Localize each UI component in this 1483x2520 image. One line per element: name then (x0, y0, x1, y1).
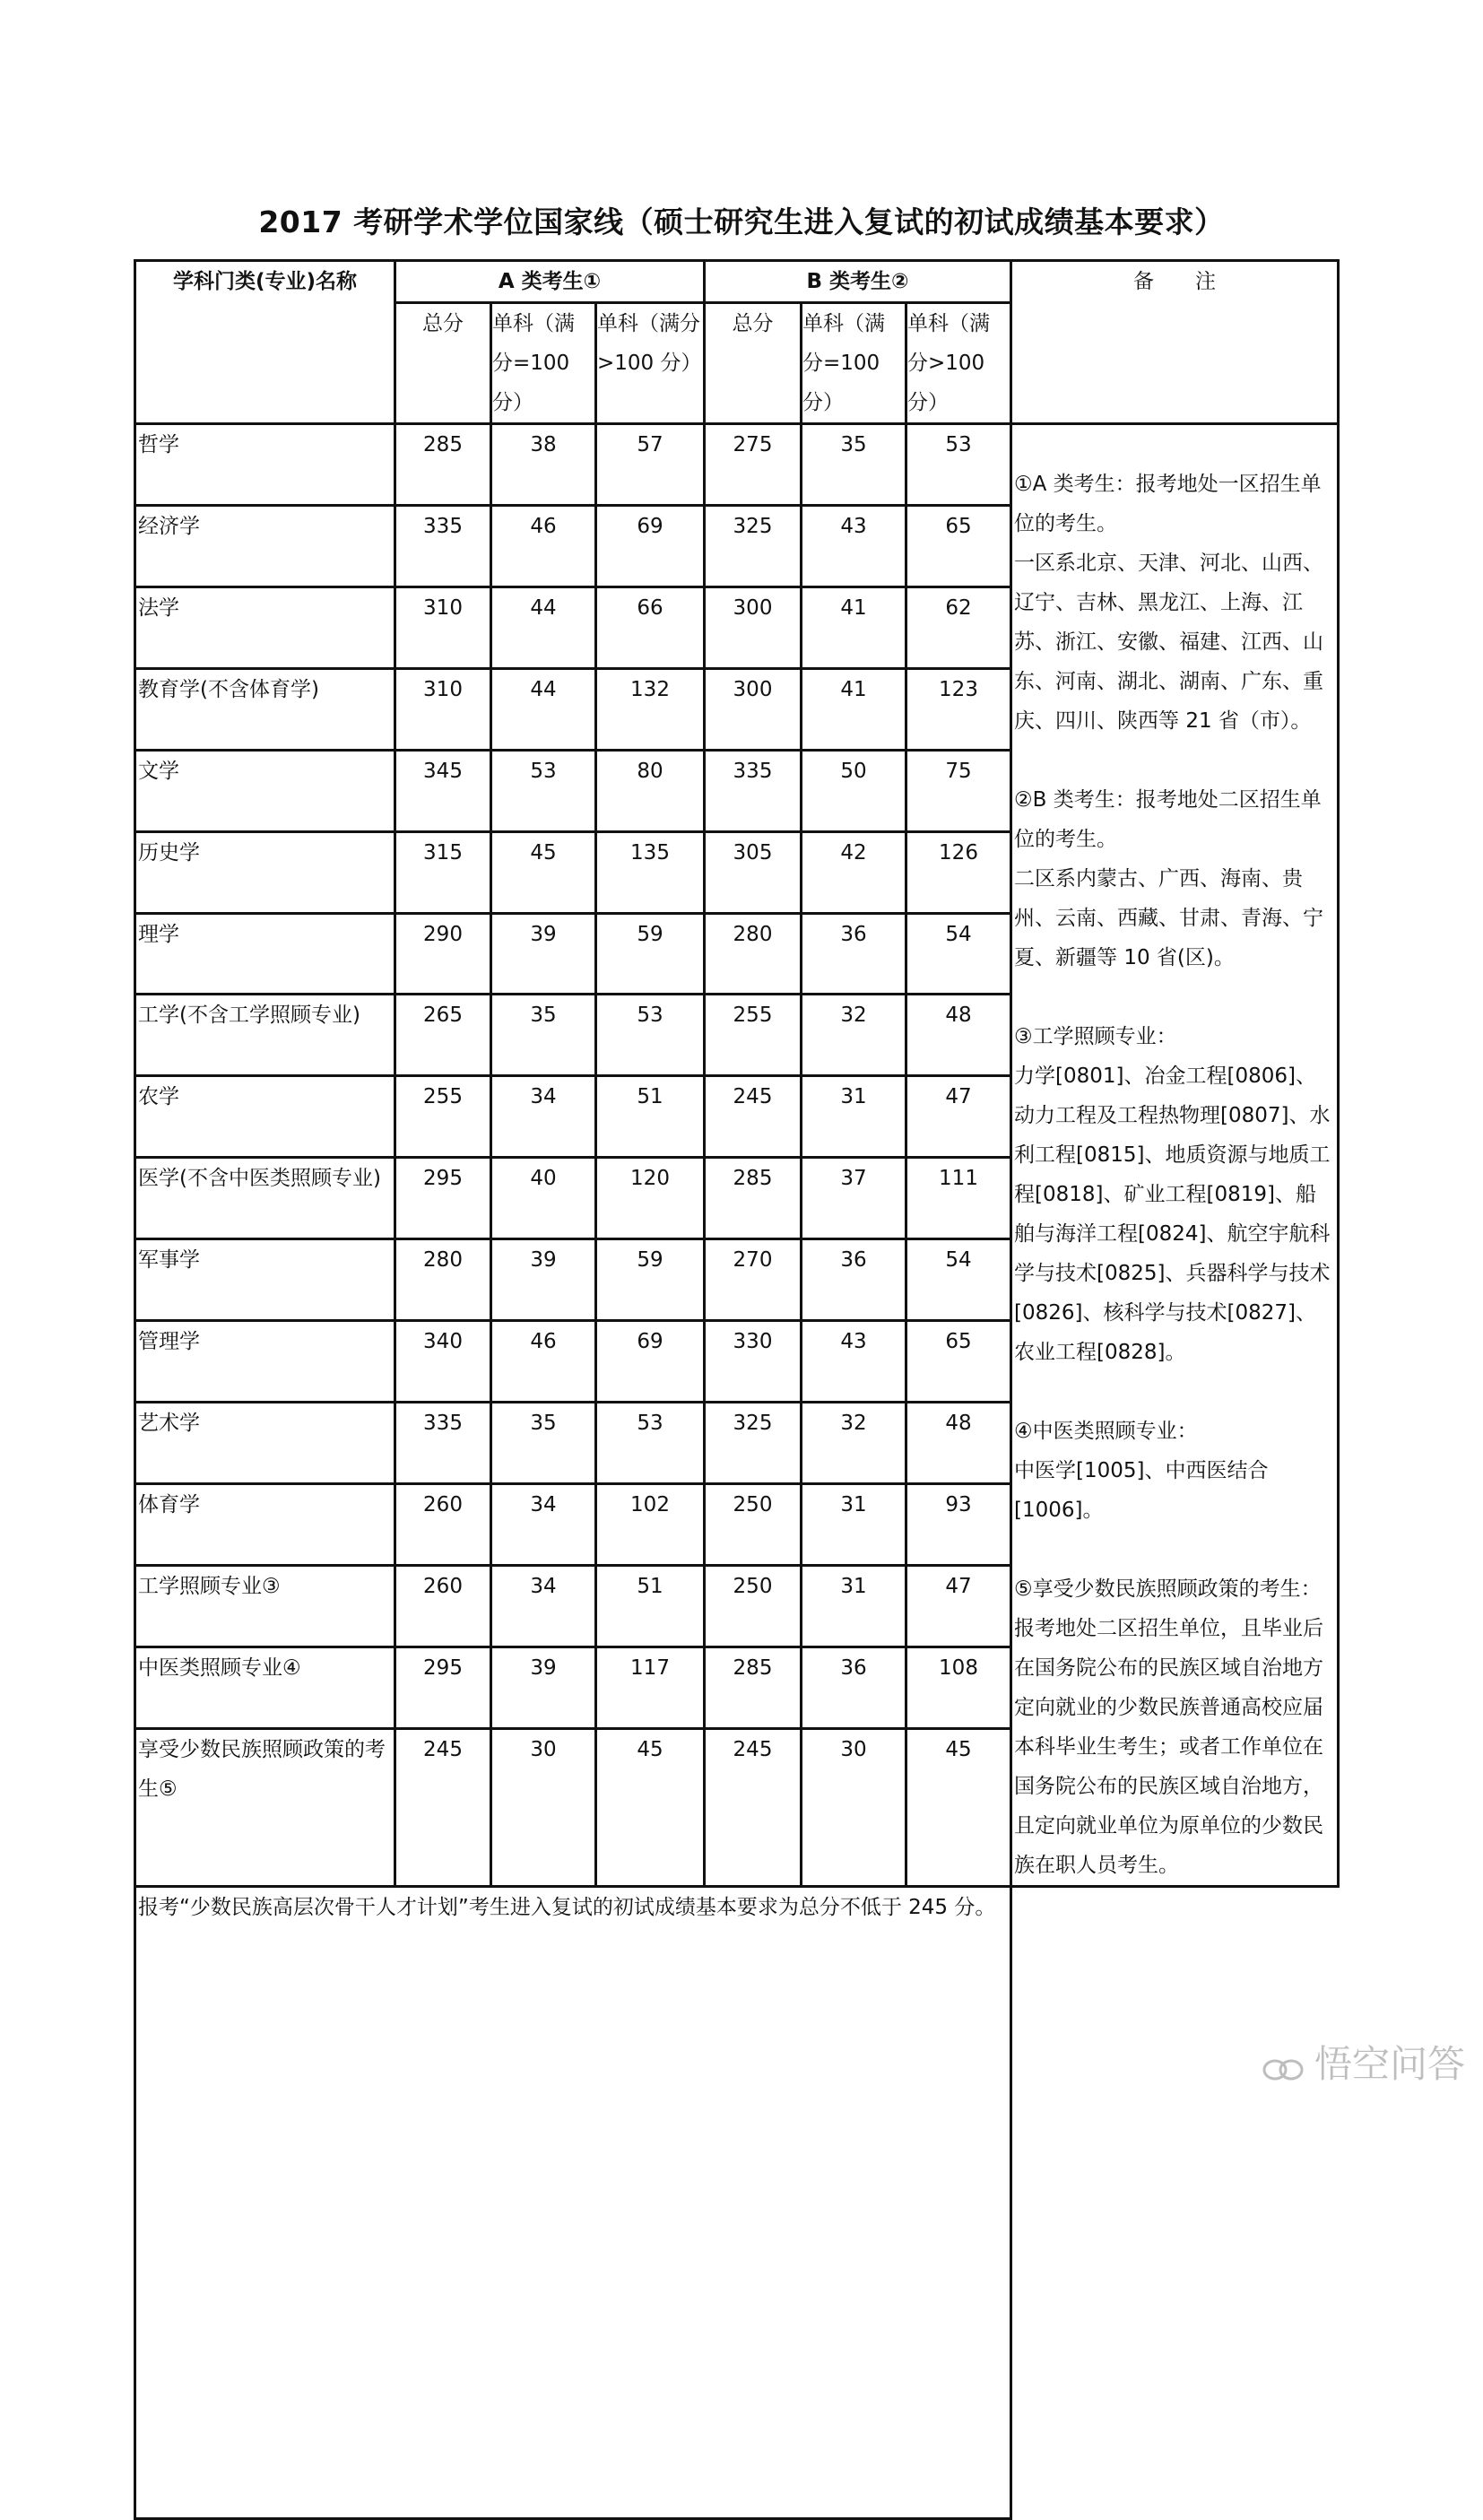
score-cell-b-s1: 31 (802, 1565, 906, 1647)
score-cell-b-total: 270 (705, 1239, 802, 1321)
score-cell-a-total: 315 (395, 831, 491, 913)
score-cell-b-total: 300 (705, 668, 802, 750)
footnote-row (135, 1887, 1339, 2519)
speech-bubbles-icon (1262, 2048, 1304, 2075)
score-cell-b-s2: 54 (906, 913, 1011, 995)
score-cell-a-s2: 132 (596, 668, 705, 750)
watermark-text: 悟空问答 (1314, 2042, 1465, 2086)
score-cell-b-total: 250 (705, 1483, 802, 1565)
score-cell-b-s2: 54 (906, 1239, 1011, 1321)
score-cell-b-s2: 111 (906, 1158, 1011, 1239)
score-cell-a-s1: 34 (491, 1565, 596, 1647)
score-cell-b-s1: 36 (802, 1239, 906, 1321)
score-cell-b-s2: 126 (906, 831, 1011, 913)
subject-name: 文学 (135, 750, 395, 831)
score-cell-a-s2: 102 (596, 1483, 705, 1565)
watermark (1262, 2035, 1465, 2089)
note-n4b: 中医学[1005]、中西医结合[1006]。 (1014, 1459, 1269, 1522)
score-cell-a-s2: 80 (596, 750, 705, 831)
score-cell-a-total: 290 (395, 913, 491, 995)
score-cell-a-s2: 53 (596, 995, 705, 1076)
score-cell-b-s1: 31 (802, 1076, 906, 1158)
score-cell-b-s2: 53 (906, 424, 1011, 506)
header-subject: 学科门类(专业)名称 (135, 261, 395, 424)
header-b-single100: 单科（满分=100 分） (802, 303, 906, 424)
score-cell-a-total: 245 (395, 1728, 491, 1886)
score-cell-a-s1: 45 (491, 831, 596, 913)
subject-name: 管理学 (135, 1321, 395, 1403)
score-cell-a-s2: 51 (596, 1565, 705, 1647)
subject-name: 艺术学 (135, 1403, 395, 1484)
score-cell-a-s1: 44 (491, 587, 596, 668)
score-cell-b-s2: 47 (906, 1565, 1011, 1647)
note-n3b: 力学[0801]、冶金工程[0806]、动力工程及工程热物理[0807]、水利工程[0815]、地质资源与地质工程[0818]、矿业工程[0819]、船舶与海洋工程[0824]、航空宇航科学与技术[0825]、兵器科学与技术[0826]、核科学与技术[0827]、农业工程[0828]。 (1014, 1064, 1331, 1364)
header-notes: 备 注 (1011, 261, 1339, 424)
score-cell-b-s1: 43 (802, 1321, 906, 1403)
score-cell-a-s1: 46 (491, 1321, 596, 1403)
header-a-singlegt100: 单科（满分>100 分） (596, 303, 705, 424)
header-group-b: B 类考生② (705, 261, 1011, 303)
score-cell-b-s2: 47 (906, 1076, 1011, 1158)
score-cell-a-total: 335 (395, 1403, 491, 1484)
score-cell-b-s1: 50 (802, 750, 906, 831)
score-table (134, 259, 1340, 2520)
score-cell-b-s2: 48 (906, 995, 1011, 1076)
score-cell-a-s2: 120 (596, 1158, 705, 1239)
score-cell-b-s1: 32 (802, 1403, 906, 1484)
score-cell-b-total: 325 (705, 1403, 802, 1484)
score-cell-a-s2: 53 (596, 1403, 705, 1484)
score-cell-a-total: 285 (395, 424, 491, 506)
score-cell-a-total: 260 (395, 1565, 491, 1647)
score-cell-b-s1: 30 (802, 1728, 906, 1886)
score-cell-b-s2: 45 (906, 1728, 1011, 1886)
score-cell-a-s1: 53 (491, 750, 596, 831)
score-cell-a-total: 280 (395, 1239, 491, 1321)
score-cell-a-total: 310 (395, 587, 491, 668)
subject-name: 军事学 (135, 1239, 395, 1321)
subject-name: 工学照顾专业③ (135, 1565, 395, 1647)
score-cell-b-s1: 36 (802, 1647, 906, 1728)
score-cell-b-total: 335 (705, 750, 802, 831)
score-cell-b-s1: 35 (802, 424, 906, 506)
score-cell-b-total: 255 (705, 995, 802, 1076)
score-cell-b-s1: 41 (802, 668, 906, 750)
notes-text (1014, 465, 1335, 1885)
score-cell-b-s2: 75 (906, 750, 1011, 831)
note-n4a: ④中医类照顾专业： (1014, 1420, 1198, 1443)
score-cell-a-s1: 44 (491, 668, 596, 750)
score-cell-a-total: 255 (395, 1076, 491, 1158)
note-n2a: ②B 类考生：报考地处二区招生单位的考生。 (1014, 788, 1322, 851)
header-row-1 (135, 261, 1339, 303)
header-a-single100: 单科（满分=100 分） (491, 303, 596, 424)
score-cell-a-total: 310 (395, 668, 491, 750)
score-cell-b-s2: 65 (906, 1321, 1011, 1403)
score-cell-a-s2: 45 (596, 1728, 705, 1886)
score-cell-b-s1: 37 (802, 1158, 906, 1239)
score-cell-a-s1: 34 (491, 1483, 596, 1565)
subject-name: 历史学 (135, 831, 395, 913)
score-cell-a-s1: 34 (491, 1076, 596, 1158)
score-cell-a-s2: 135 (596, 831, 705, 913)
note-n1a: ①A 类考生：报考地处一区招生单位的考生。 (1014, 473, 1322, 535)
subject-name: 医学(不含中医类照顾专业) (135, 1158, 395, 1239)
score-cell-b-s2: 62 (906, 587, 1011, 668)
score-cell-a-s1: 35 (491, 1403, 596, 1484)
score-cell-b-s1: 43 (802, 505, 906, 587)
score-cell-a-s1: 46 (491, 505, 596, 587)
score-cell-b-total: 305 (705, 831, 802, 913)
table-row (135, 424, 1339, 506)
score-cell-a-s2: 51 (596, 1076, 705, 1158)
note-n1b: 一区系北京、天津、河北、山西、辽宁、吉林、黑龙江、上海、江苏、浙江、安徽、福建、江西、山东、河南、湖北、湖南、广东、重庆、四川、陕西等 21 省（市）。 (1014, 552, 1324, 733)
note-n5a: ⑤享受少数民族照顾政策的考生： (1014, 1577, 1322, 1601)
note-n5b: 报考地处二区招生单位，且毕业后在国务院公布的民族区域自治地方定向就业的少数民族普通高校应届本科毕业生考生；或者工作单位在国务院公布的民族区域自治地方，且定向就业单位为原单位的少数民族在职人员考生。 (1014, 1617, 1324, 1877)
score-cell-a-s2: 69 (596, 505, 705, 587)
subject-name: 理学 (135, 913, 395, 995)
score-cell-a-s1: 39 (491, 1647, 596, 1728)
subject-name: 农学 (135, 1076, 395, 1158)
score-cell-a-s2: 117 (596, 1647, 705, 1728)
score-cell-b-s1: 41 (802, 587, 906, 668)
score-cell-b-total: 245 (705, 1076, 802, 1158)
score-cell-a-s2: 59 (596, 1239, 705, 1321)
score-cell-a-s1: 39 (491, 1239, 596, 1321)
score-cell-b-total: 250 (705, 1565, 802, 1647)
score-cell-a-s1: 35 (491, 995, 596, 1076)
score-cell-b-s2: 65 (906, 505, 1011, 587)
subject-name: 享受少数民族照顾政策的考生⑤ (135, 1728, 395, 1886)
notes-cell (1011, 424, 1339, 1887)
footnote: 报考“少数民族高层次骨干人才计划”考生进入复试的初试成绩基本要求为总分不低于 245 分。 (135, 1887, 1011, 2519)
header-b-total: 总分 (705, 303, 802, 424)
score-cell-b-s2: 48 (906, 1403, 1011, 1484)
score-cell-b-total: 325 (705, 505, 802, 587)
subject-name: 法学 (135, 587, 395, 668)
subject-name: 体育学 (135, 1483, 395, 1565)
score-cell-b-total: 280 (705, 913, 802, 995)
score-cell-b-s1: 31 (802, 1483, 906, 1565)
score-cell-b-s2: 93 (906, 1483, 1011, 1565)
score-cell-a-s1: 39 (491, 913, 596, 995)
score-cell-a-s1: 30 (491, 1728, 596, 1886)
page-title: 2017 考研学术学位国家线（硕士研究生进入复试的初试成绩基本要求） (258, 204, 1225, 239)
note-n3a: ③工学照顾专业： (1014, 1025, 1177, 1048)
note-n2b: 二区系内蒙古、广西、海南、贵州、云南、西藏、甘肃、青海、宁夏、新疆等 10 省(区)。 (1014, 867, 1324, 969)
header-group-a: A 类考生① (395, 261, 705, 303)
score-cell-b-s2: 108 (906, 1647, 1011, 1728)
score-cell-b-s2: 123 (906, 668, 1011, 750)
subject-name: 中医类照顾专业④ (135, 1647, 395, 1728)
score-cell-a-s2: 66 (596, 587, 705, 668)
score-cell-b-total: 285 (705, 1647, 802, 1728)
score-cell-a-total: 295 (395, 1647, 491, 1728)
subject-name: 经济学 (135, 505, 395, 587)
score-cell-a-s1: 38 (491, 424, 596, 506)
score-cell-a-s2: 69 (596, 1321, 705, 1403)
table-body (135, 424, 1339, 1887)
subject-name: 哲学 (135, 424, 395, 506)
score-cell-b-total: 300 (705, 587, 802, 668)
score-cell-a-total: 345 (395, 750, 491, 831)
score-cell-a-s2: 57 (596, 424, 705, 506)
score-cell-b-s1: 36 (802, 913, 906, 995)
score-cell-b-s1: 42 (802, 831, 906, 913)
score-cell-a-total: 340 (395, 1321, 491, 1403)
score-cell-b-total: 275 (705, 424, 802, 506)
header-a-total: 总分 (395, 303, 491, 424)
score-cell-b-s1: 32 (802, 995, 906, 1076)
score-cell-a-s1: 40 (491, 1158, 596, 1239)
score-cell-a-s2: 59 (596, 913, 705, 995)
header-b-singlegt100: 单科（满分>100 分） (906, 303, 1011, 424)
score-cell-b-total: 285 (705, 1158, 802, 1239)
score-cell-a-total: 260 (395, 1483, 491, 1565)
score-cell-b-total: 245 (705, 1728, 802, 1886)
score-cell-b-total: 330 (705, 1321, 802, 1403)
score-cell-a-total: 265 (395, 995, 491, 1076)
subject-name: 教育学(不含体育学) (135, 668, 395, 750)
score-cell-a-total: 335 (395, 505, 491, 587)
subject-name: 工学(不含工学照顾专业) (135, 995, 395, 1076)
score-cell-a-total: 295 (395, 1158, 491, 1239)
